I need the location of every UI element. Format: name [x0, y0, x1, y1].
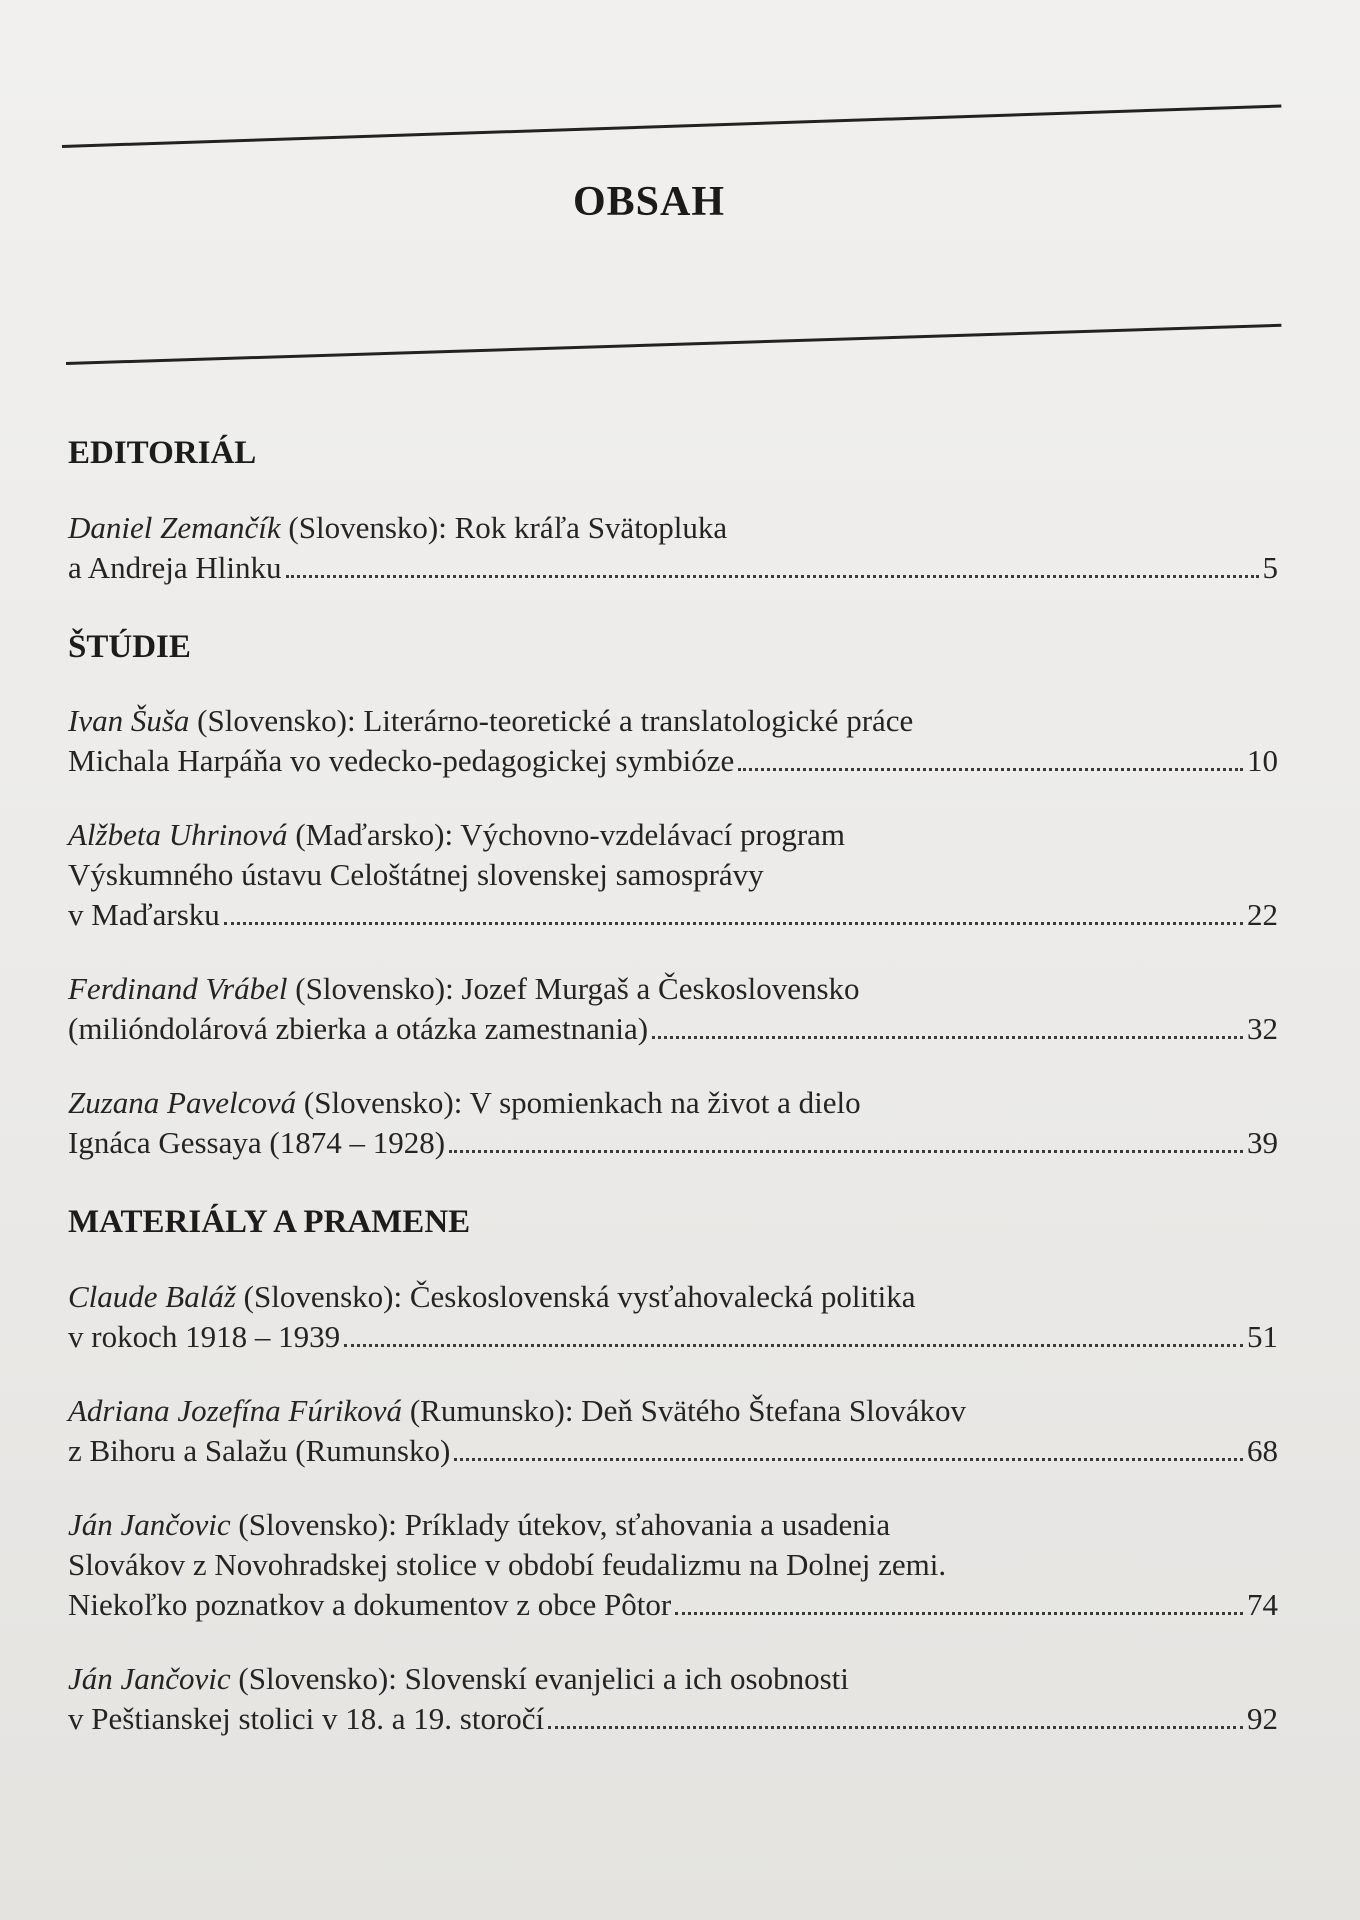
- entry-title-start: (Slovensko): V spomienkach na život a dielo: [296, 1085, 861, 1121]
- entry-title-end: v Maďarsku: [68, 897, 220, 933]
- entry-title-start: (Slovensko): Jozef Murgaš a Československo: [287, 971, 860, 1007]
- page-title: OBSAH: [573, 179, 726, 225]
- entry-title-end: Ignáca Gessaya (1874 – 1928): [68, 1125, 446, 1161]
- entry-title-start: (Rumunsko): Deň Svätého Štefana Slovákov: [402, 1392, 967, 1428]
- entry-author: Daniel Zemančík: [68, 509, 281, 545]
- section-materialy: [68, 1203, 1278, 1739]
- entry-last-line: [68, 1699, 1278, 1739]
- page-number: 68: [1247, 1432, 1278, 1468]
- entry-title-end: Michala Harpáňa vo vedecko-pedagogickej symbióze: [68, 743, 735, 779]
- page-number: 10: [1247, 743, 1278, 779]
- entry-title-start: (Slovensko): Slovenskí evanjelici a ich osobnosti: [230, 1660, 849, 1696]
- entry-author: Alžbeta Uhrinová: [68, 817, 288, 853]
- entry-author: Adriana Jozefína Fúriková: [68, 1392, 403, 1428]
- dot-leader: [738, 768, 1243, 771]
- toc-entry[interactable]: [68, 1277, 1278, 1357]
- entry-middle-line: Výskumného ústavu Celoštátnej slovenskej samosprávy: [68, 857, 764, 893]
- page-number: 22: [1247, 897, 1278, 933]
- entry-last-line: [68, 1317, 1278, 1357]
- entry-author: Ferdinand Vrábel: [68, 971, 288, 1007]
- entry-first-line: [68, 1391, 1278, 1431]
- entry-title-end: v Peštianskej stolici v 18. a 19. storočí: [68, 1700, 545, 1736]
- entry-last-line: [68, 1123, 1278, 1163]
- toc-entry[interactable]: [68, 1659, 1278, 1739]
- dot-leader: [454, 1458, 1243, 1461]
- entry-title-end: z Bihoru a Salažu (Rumunsko): [68, 1432, 451, 1468]
- page-number: 39: [1247, 1125, 1278, 1161]
- dot-leader: [548, 1726, 1243, 1729]
- page-number: 74: [1247, 1586, 1278, 1622]
- entry-first-line: [68, 815, 1278, 855]
- entry-title-start: (Slovensko): Príklady útekov, sťahovania a usadenia: [230, 1506, 891, 1542]
- dot-leader: [652, 1036, 1243, 1039]
- section-heading: ŠTÚDIE: [68, 628, 191, 665]
- section-heading: MATERIÁLY A PRAMENE: [68, 1204, 471, 1241]
- entry-middle-line: Slovákov z Novohradskej stolice v období feudalizmu na Dolnej zemi.: [68, 1546, 947, 1582]
- entry-title-end: v rokoch 1918 – 1939: [68, 1318, 341, 1354]
- toc-entry[interactable]: [68, 815, 1278, 935]
- entry-author: Ján Jančovic: [68, 1506, 231, 1542]
- entry-last-line: [68, 1431, 1278, 1471]
- toc-entry[interactable]: [68, 508, 1278, 588]
- toc-entry[interactable]: [68, 1083, 1278, 1163]
- page-number: 92: [1247, 1700, 1278, 1736]
- section-heading: EDITORIÁL: [68, 435, 257, 471]
- page-number: 5: [1262, 549, 1278, 585]
- toc-entry[interactable]: [68, 701, 1278, 781]
- entry-first-line: [68, 1083, 1278, 1123]
- entry-author: Zuzana Pavelcová: [68, 1085, 297, 1121]
- section-gap: [68, 1773, 1278, 1779]
- entry-title-start: (Slovensko): Československá vysťahovalecká politika: [235, 1278, 916, 1314]
- toc-entry[interactable]: [68, 1391, 1278, 1471]
- entry-first-line: [68, 701, 1278, 741]
- entry-first-line: [68, 1659, 1278, 1699]
- entry-last-line: [68, 548, 1278, 588]
- entry-title-start: (Maďarsko): Výchovno-vzdelávací program: [287, 817, 846, 853]
- section-studie: [68, 628, 1278, 1164]
- toc-entry[interactable]: [68, 969, 1278, 1049]
- entry-last-line: [68, 1585, 1278, 1625]
- dot-leader: [224, 922, 1243, 925]
- entry-title-end: Niekoľko poznatkov a dokumentov z obce Pôtor: [68, 1586, 672, 1622]
- top-rule: [62, 105, 1281, 148]
- bottom-rule: [66, 324, 1281, 365]
- entry-first-line: [68, 1505, 1278, 1545]
- entry-last-line: [68, 895, 1278, 935]
- section-editorial: [68, 434, 1278, 588]
- entry-last-line: [68, 741, 1278, 781]
- table-of-contents: [68, 434, 1278, 1779]
- entry-title-start: (Slovensko): Rok kráľa Svätopluka: [280, 509, 728, 545]
- entry-author: Ján Jančovic: [68, 1660, 231, 1696]
- entry-last-line: [68, 1009, 1278, 1049]
- toc-entry[interactable]: [68, 1505, 1278, 1625]
- entry-first-line: [68, 1277, 1278, 1317]
- entry-title-start: (Slovensko): Literárno-teoretické a translatologické práce: [189, 703, 914, 739]
- dot-leader: [344, 1344, 1243, 1347]
- dot-leader: [286, 575, 1259, 578]
- page-number: 51: [1247, 1318, 1278, 1354]
- dot-leader: [449, 1150, 1243, 1153]
- page-number: 32: [1247, 1011, 1278, 1047]
- entry-first-line: [68, 508, 1278, 548]
- entry-title-end: a Andreja Hlinku: [68, 549, 282, 585]
- entry-first-line: [68, 969, 1278, 1009]
- entry-author: Claude Baláž: [68, 1278, 236, 1314]
- entry-title-end: (milióndolárová zbierka a otázka zamestnania): [68, 1011, 649, 1047]
- dot-leader: [675, 1612, 1243, 1615]
- entry-author: Ivan Šuša: [68, 703, 190, 739]
